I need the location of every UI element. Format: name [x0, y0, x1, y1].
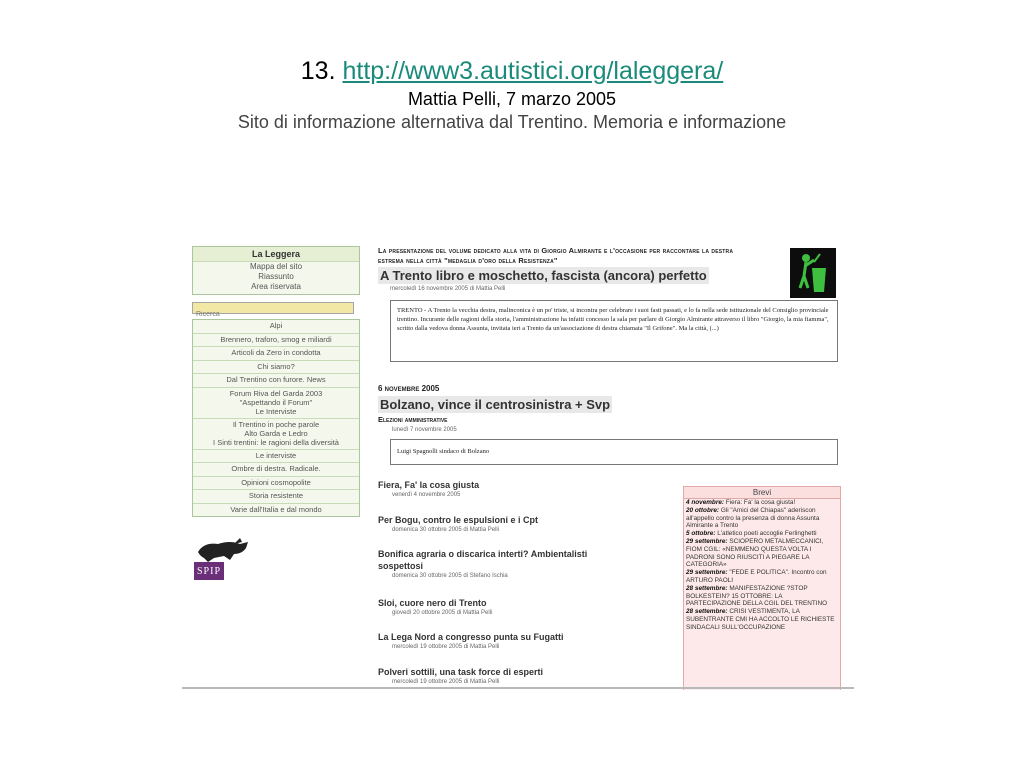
news-meta: mercoledì 19 ottobre 2005 di Mattia Pelli: [392, 644, 500, 650]
brevi-date: 4 novembre:: [686, 499, 725, 506]
brevi-text: MANIFESTAZIONE ?STOP BOLKESTEIN? 15 OTTOBRE: LA PARTECIPAZIONE DELLA CGIL DEL TRENTINO: [686, 584, 828, 608]
divider: [182, 687, 854, 689]
slide-header: [0, 56, 1024, 134]
news-item: [378, 631, 678, 650]
news-title-link[interactable]: Fiera, Fa' la cosa giusta: [378, 480, 480, 490]
site-description: Sito di informazione alternativa dal Trentino. Memoria e informazione: [237, 112, 787, 132]
sidebar-item-varie[interactable]: Varie dall'Italia e dal mondo: [230, 504, 322, 514]
brevi-date: 28 settembre:: [686, 584, 728, 592]
news-item: [378, 597, 678, 616]
brevi-box: [683, 486, 841, 690]
main-column: [378, 246, 829, 455]
brevi-entry[interactable]: [684, 538, 840, 569]
sidebar-item-label: Alto Garda e Ledro: [244, 428, 308, 438]
brevi-text: CRISI VESTIMENTA, LA SUBENTRANTE CMI HA ACCOLTO LE RICHIESTE SINDACALI SULL'OCCUPAZIONE: [686, 608, 835, 631]
brevi-date: 29 settembre:: [686, 569, 728, 577]
sidebar-site-box: [192, 246, 360, 295]
article-meta: lunedì 7 novembre 2005: [392, 427, 457, 433]
news-title-link[interactable]: La Lega Nord a congresso punta su Fugatti: [378, 632, 564, 642]
news-title-link[interactable]: Polveri sottili, una task force di esperti: [378, 667, 544, 677]
brevi-text: L'atletico poeti accoglie Ferlinghetti: [717, 530, 817, 538]
sidebar-item-zero-in-condotta[interactable]: Articoli da Zero in condotta: [193, 347, 359, 361]
website-screenshot: [182, 240, 854, 690]
sidebar-item-label: "Aspettando il Forum": [239, 397, 313, 407]
sidebar-item-label: Forum Riva del Garda 2003: [229, 388, 323, 398]
spip-logo-text: SPIP: [197, 566, 222, 577]
brevi-text: "FEDE E POLITICA". Incontro con ARTURO PAOLI: [686, 569, 827, 584]
sidebar-item-alpi[interactable]: Alpi: [193, 320, 359, 334]
brevi-date: 29 settembre:: [686, 537, 728, 545]
article-title-link[interactable]: A Trento libro e moschetto, fascista (ancora) perfetto: [380, 268, 707, 283]
article-excerpt: Luigi Spagnolli sindaco di Bolzano: [390, 439, 838, 465]
brevi-text: Fiera: Fa' la cosa giusta!: [725, 499, 796, 506]
sidebar-item-ombre-di-destra[interactable]: Ombre di destra. Radicale.: [193, 463, 359, 477]
article-excerpt: TRENTO - A Trento la vecchia destra, malinconica è un po' triste, si incontra per celebrare i suoi fasti passati, e lo fa nella sede istituzionale del Consiglio provinciale trentino. Incurante delle ragioni della storia, l'amministrazione ha infatti concesso la sala per parlare di Giorgio Almirante attraverso il libro "Giorgio, la mia fiamma", scritto dalla vedova donna Assunta, invitata ieri a Trento da un'associazione di destra chiamata "Il Grifone". Ma la città, (...): [390, 300, 838, 362]
slide-title: [0, 56, 1024, 86]
news-item: [378, 514, 678, 533]
search-input[interactable]: [193, 310, 349, 320]
news-item: [378, 479, 678, 498]
news-title-link[interactable]: Sloi, cuore nero di Trento: [378, 598, 487, 608]
sidebar-item-interviste[interactable]: Le interviste: [193, 450, 359, 464]
sidebar-item-storia[interactable]: Storia resistente: [193, 490, 359, 504]
news-item: [378, 666, 678, 685]
sidebar-item-label: Le Interviste: [255, 406, 297, 416]
sidebar-item-chi-siamo[interactable]: Chi siamo?: [193, 361, 359, 375]
sidebar-item-trentino[interactable]: [193, 419, 359, 450]
article-title-link[interactable]: Bolzano, vince il centrosinistra + Svp: [380, 397, 611, 412]
brevi-entry[interactable]: [684, 608, 840, 631]
brevi-entry[interactable]: [684, 530, 840, 538]
brevi-date: 28 settembre:: [686, 608, 728, 616]
author-date: Mattia Pelli, 7 marzo 2005: [407, 89, 617, 109]
news-item: [378, 548, 628, 579]
brevi-title: Brevi: [684, 487, 840, 499]
slide-number: 13.: [300, 57, 336, 85]
brevi-entry[interactable]: [684, 585, 840, 608]
article-kicker: Elezioni amministrative: [378, 415, 448, 424]
news-meta: mercoledì 19 ottobre 2005 di Mattia Pelli: [392, 679, 500, 685]
sidebar-item-label: I Sinti trentini: le ragioni della diversità: [213, 437, 339, 447]
date-heading: 6 novembre 2005: [378, 384, 440, 393]
news-meta: venerdì 4 novembre 2005: [392, 492, 461, 498]
sidebar-link-summary[interactable]: Riassunto: [258, 272, 294, 281]
sidebar-item-news[interactable]: Dal Trentino con furore. News: [193, 374, 359, 388]
brevi-entry[interactable]: [684, 499, 840, 507]
news-title-link[interactable]: Bonifica agraria o discarica interti? Ambientalisti sospettosi: [378, 549, 588, 571]
brevi-text: SCIOPERO METALMECCANICI, FIOM CGIL: «NEMMENO QUESTA VOLTA I PADRONI SONO RIUSCITI A PIEGARE LA CATEGORIA»: [686, 537, 824, 569]
sidebar-item-forum-riva[interactable]: [193, 388, 359, 419]
news-meta: giovedì 20 ottobre 2005 di Mattia Pelli: [392, 610, 493, 616]
spip-logo[interactable]: [194, 532, 252, 580]
brevi-date: 20 ottobre:: [686, 506, 720, 514]
site-name: La Leggera: [193, 247, 359, 262]
sidebar-item-brennero[interactable]: Brennero, traforo, smog e miliardi: [193, 334, 359, 348]
site-url-link[interactable]: http://www3.autistici.org/laleggera/: [342, 57, 724, 85]
sidebar-item-label: Il Trentino in poche parole: [232, 419, 320, 429]
spip-animal-icon: [194, 532, 252, 580]
sidebar-nav: [192, 319, 360, 517]
brevi-entry[interactable]: [684, 507, 840, 530]
news-meta: domenica 30 ottobre 2005 di Mattia Pelli: [392, 527, 500, 533]
search-box: [192, 302, 354, 314]
news-meta: domenica 30 ottobre 2005 di Stefano Ischia: [392, 573, 508, 579]
sidebar-link-reserved-area[interactable]: Area riservata: [251, 282, 301, 291]
sidebar-item-opinioni[interactable]: Opinioni cosmopolite: [193, 477, 359, 491]
article-kicker: La presentazione del volume dedicato alla vita di Giorgio Almirante e l'occasione per raccontare la destra estrema nella città "medaglia d'oro della Resistenza": [378, 246, 734, 265]
brevi-entry[interactable]: [684, 569, 840, 585]
article-meta: mercoledì 16 novembre 2005 di Mattia Pelli: [390, 286, 506, 292]
recycle-bin-icon: [790, 248, 836, 298]
sidebar-link-site-map[interactable]: Mappa del sito: [249, 262, 303, 271]
brevi-text: Gli "Amici del Chiapas" aderiscon all'appello contro la presenza di donna Assunta Almirante a Trento: [686, 506, 820, 530]
brevi-date: 5 ottobre:: [686, 530, 716, 538]
news-title-link[interactable]: Per Bogu, contro le espulsioni e i Cpt: [378, 515, 539, 525]
